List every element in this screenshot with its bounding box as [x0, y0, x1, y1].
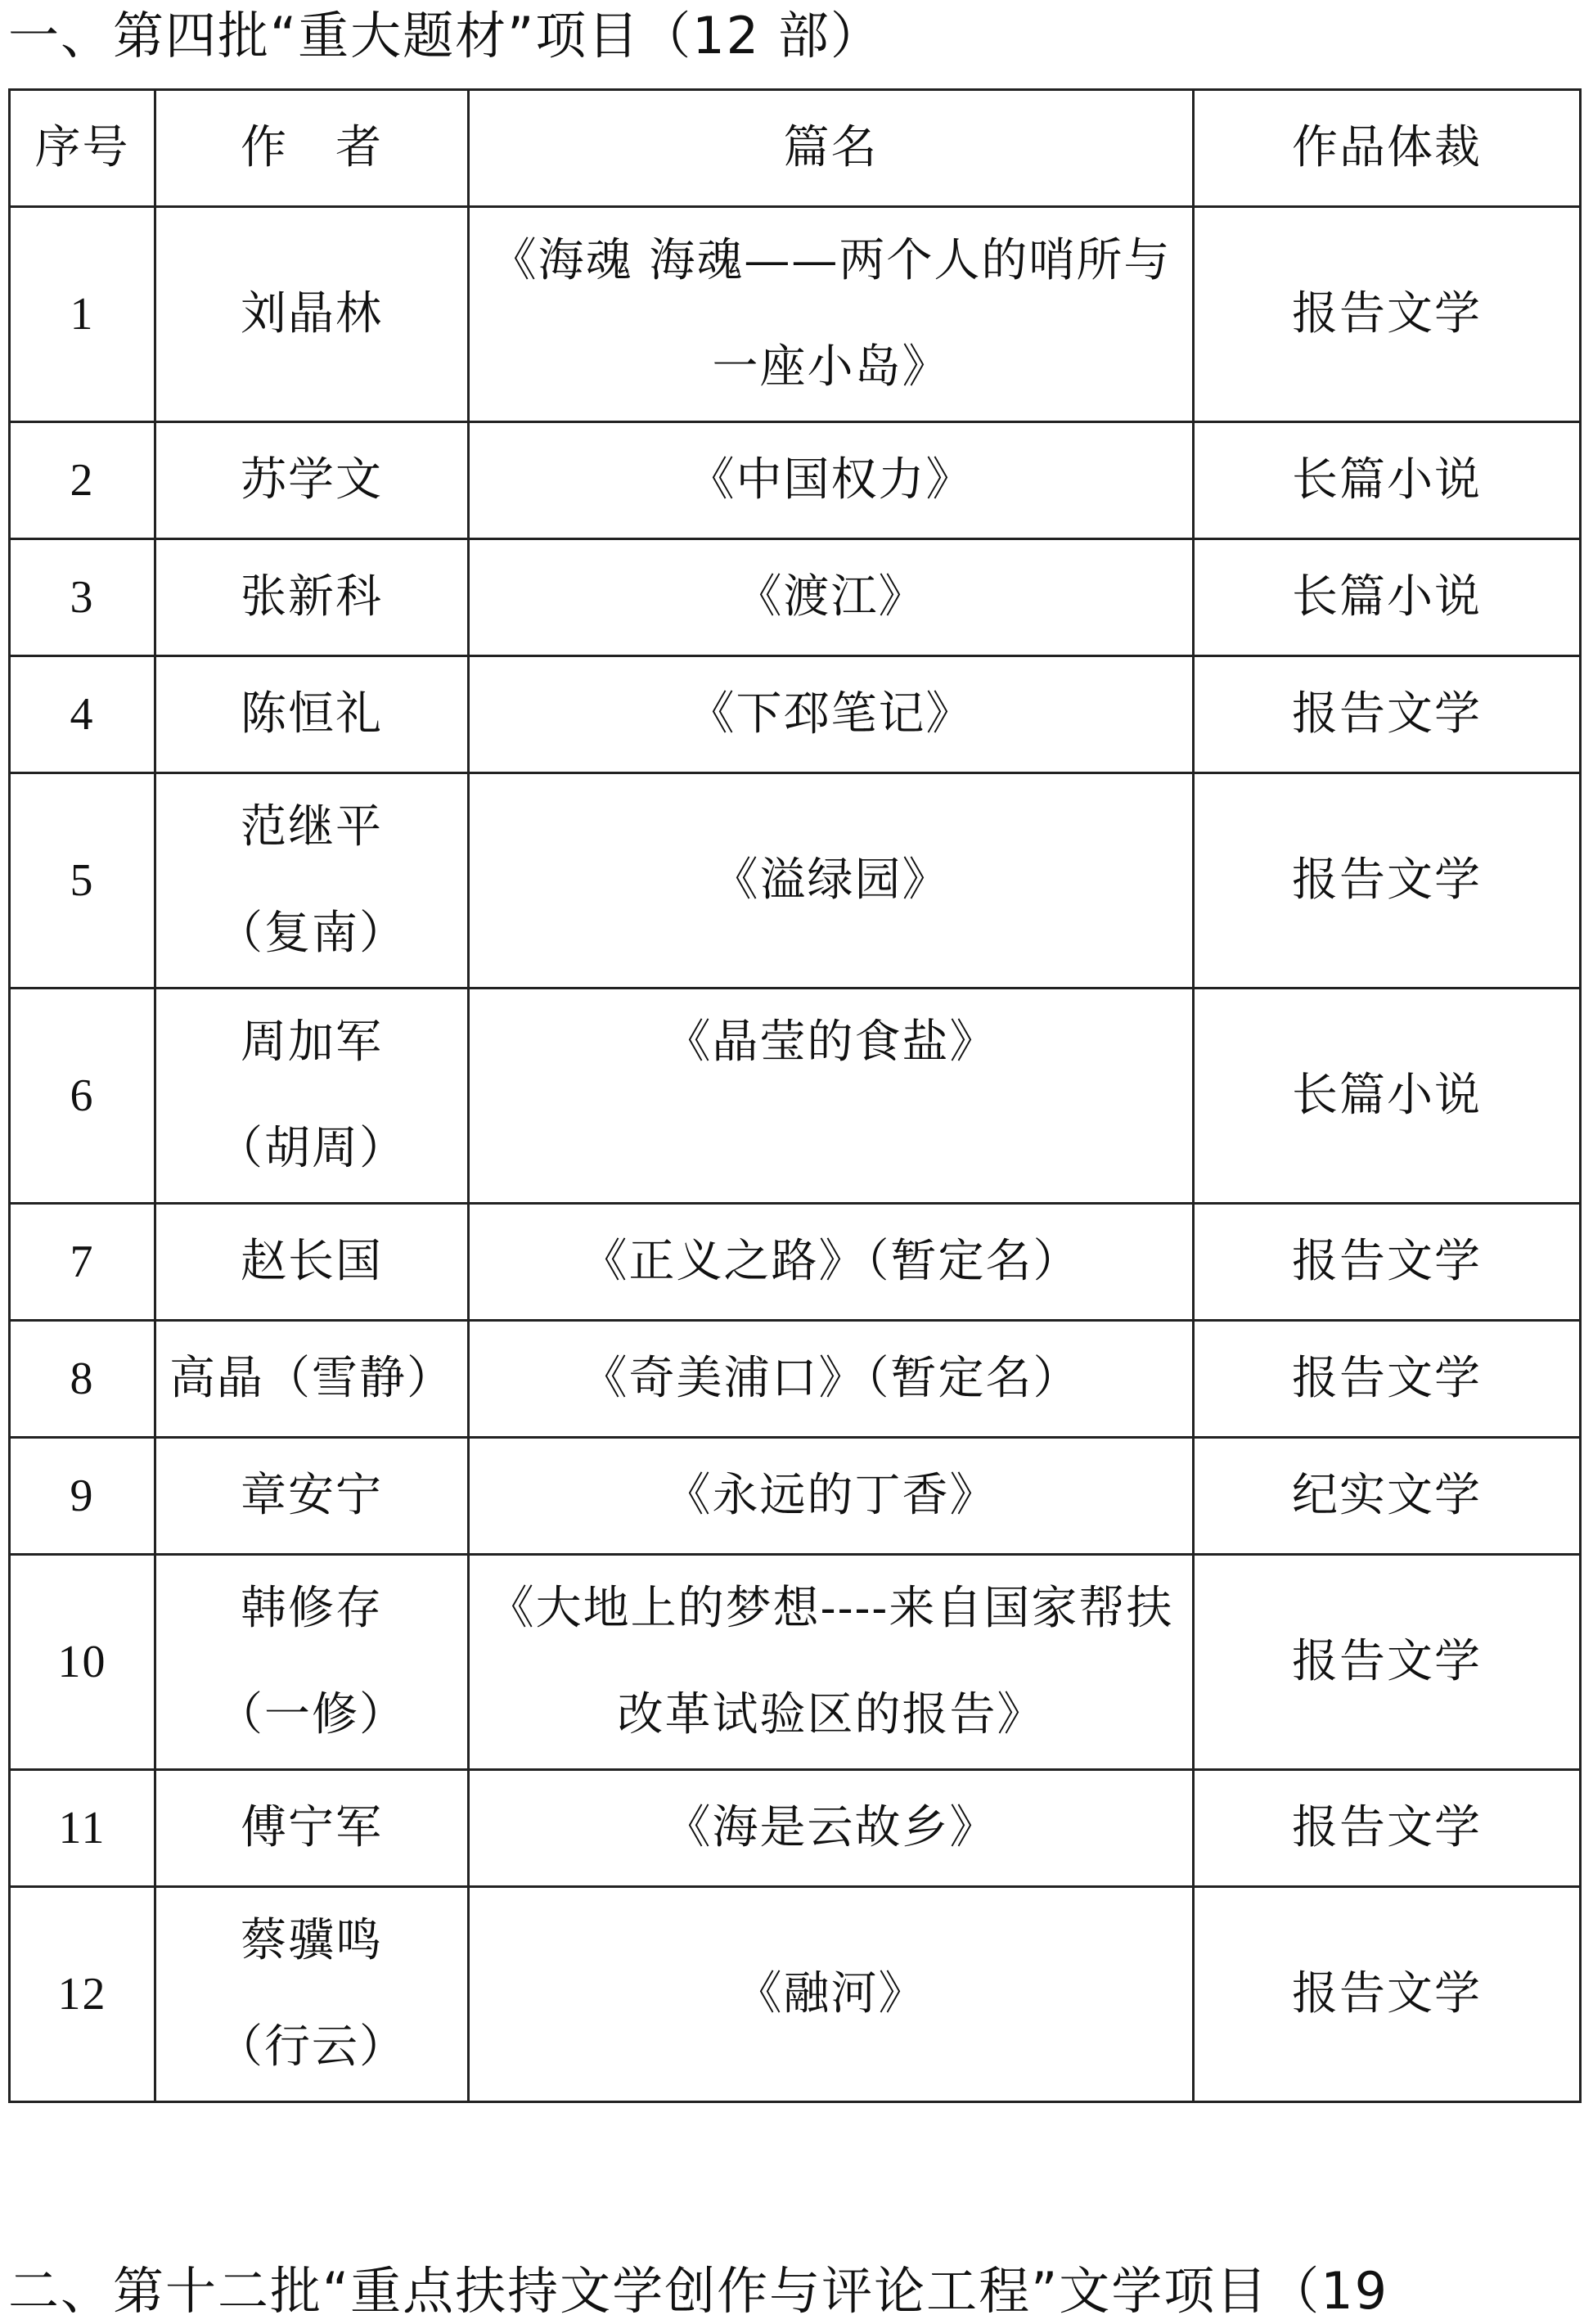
cell-num: 1	[10, 207, 155, 422]
cell-num: 4	[10, 656, 155, 773]
cell-genre: 报告文学	[1194, 1555, 1581, 1770]
table-row	[10, 1438, 1581, 1555]
cell-num: 2	[10, 422, 155, 539]
author-pen-name: （复南）	[217, 907, 407, 960]
author-pen-name: （一修）	[217, 1688, 407, 1741]
cell-num: 6	[10, 989, 155, 1204]
cell-genre: 报告文学	[1194, 773, 1581, 989]
cell-title: 《下邳笔记》	[469, 656, 1194, 773]
cell-genre: 报告文学	[1194, 1204, 1581, 1321]
cell-title: 《奇美浦口》（暂定名）	[469, 1321, 1194, 1438]
cell-num: 7	[10, 1204, 155, 1321]
cell-title: 《溢绿园》	[469, 773, 1194, 989]
table-row	[10, 1887, 1581, 2102]
cell-num: 11	[10, 1770, 155, 1887]
cell-genre: 报告文学	[1194, 656, 1581, 773]
cell-title: 《中国权力》	[469, 422, 1194, 539]
cell-num: 5	[10, 773, 155, 989]
cell-title: 《正义之路》（暂定名）	[469, 1204, 1194, 1321]
table-row	[10, 656, 1581, 773]
cell-author	[155, 1555, 469, 1770]
cell-genre: 报告文学	[1194, 1887, 1581, 2102]
table-row	[10, 422, 1581, 539]
cell-genre: 长篇小说	[1194, 989, 1581, 1204]
header-genre: 作品体裁	[1194, 90, 1581, 207]
cell-title: 《晶莹的食盐》	[469, 989, 1194, 1204]
cell-author: 陈恒礼	[155, 656, 469, 773]
table-header-row	[10, 90, 1581, 207]
table-row	[10, 539, 1581, 656]
cell-author: 刘晶林	[155, 207, 469, 422]
author-name: 韩修存	[241, 1582, 383, 1635]
author-name: 蔡骥鸣	[241, 1914, 383, 1967]
cell-title: 《海魂 海魂——两个人的哨所与一座小岛》	[469, 207, 1194, 422]
table-row	[10, 1204, 1581, 1321]
header-title: 篇名	[469, 90, 1194, 207]
cell-genre: 长篇小说	[1194, 422, 1581, 539]
table-row	[10, 1555, 1581, 1770]
cell-title: 《永远的丁香》	[469, 1438, 1194, 1555]
cell-title: 《融河》	[469, 1887, 1194, 2102]
header-author: 作 者	[155, 90, 469, 207]
author-name: 周加军	[241, 1016, 383, 1069]
cell-author	[155, 773, 469, 989]
cell-num: 12	[10, 1887, 155, 2102]
cell-title: 《海是云故乡》	[469, 1770, 1194, 1887]
cell-author: 章安宁	[155, 1438, 469, 1555]
cell-author: 傅宁军	[155, 1770, 469, 1887]
cell-genre: 报告文学	[1194, 1321, 1581, 1438]
author-name: 范继平	[241, 800, 383, 853]
project-table	[8, 88, 1582, 2103]
cell-genre: 长篇小说	[1194, 539, 1581, 656]
cell-genre: 报告文学	[1194, 207, 1581, 422]
cell-num: 3	[10, 539, 155, 656]
section-heading-1: 一、第四批“重大题材”项目（12 部）	[8, 6, 883, 65]
author-pen-name: （行云）	[217, 2020, 407, 2074]
cell-genre: 纪实文学	[1194, 1438, 1581, 1555]
table-row	[10, 1770, 1581, 1887]
cell-author: 赵长国	[155, 1204, 469, 1321]
cell-num: 10	[10, 1555, 155, 1770]
table-row	[10, 1321, 1581, 1438]
cell-author	[155, 989, 469, 1204]
cell-title: 《渡江》	[469, 539, 1194, 656]
header-num: 序号	[10, 90, 155, 207]
table-row	[10, 207, 1581, 422]
table-row	[10, 989, 1581, 1204]
cell-author: 苏学文	[155, 422, 469, 539]
table-row	[10, 773, 1581, 989]
cell-author	[155, 1887, 469, 2102]
cell-title: 《大地上的梦想----来自国家帮扶改革试验区的报告》	[469, 1555, 1194, 1770]
cell-genre: 报告文学	[1194, 1770, 1581, 1887]
section-heading-2: 二、第十二批“重点扶持文学创作与评论工程”文学项目（19	[8, 2261, 1389, 2321]
cell-author: 高晶（雪静）	[155, 1321, 469, 1438]
author-pen-name: （胡周）	[217, 1122, 407, 1175]
cell-author: 张新科	[155, 539, 469, 656]
cell-num: 8	[10, 1321, 155, 1438]
cell-num: 9	[10, 1438, 155, 1555]
